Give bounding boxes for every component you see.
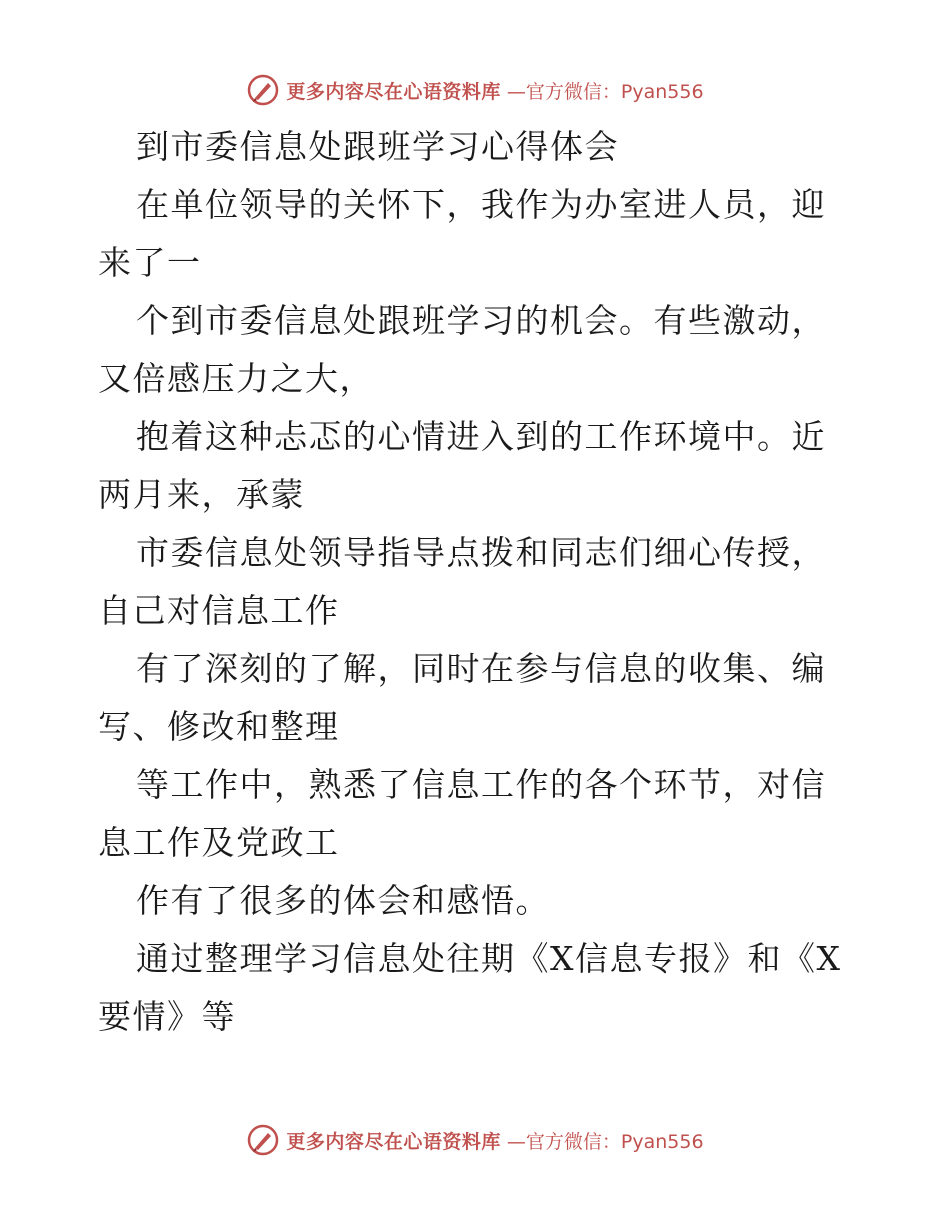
document-body bbox=[98, 118, 858, 1046]
footer-banner bbox=[0, 1120, 950, 1160]
paragraph: 抱着这种忐忑的心情进入到的工作环境中。近两月来，承蒙 bbox=[98, 417, 826, 514]
document-title: 到市委信息处跟班学习心得体会 bbox=[136, 127, 619, 166]
paragraph: 通过整理学习信息处往期《X信息专报》和《X要情》等 bbox=[98, 939, 842, 1036]
paragraph: 市委信息处领导指导点拨和同志们细心传授，自己对信息工作 bbox=[98, 533, 826, 630]
paragraph: 等工作中，熟悉了信息工作的各个环节，对信息工作及党政工 bbox=[98, 765, 826, 862]
banner-wechat-text: —官方微信：Pyan556 bbox=[506, 80, 704, 103]
paragraph: 个到市委信息处跟班学习的机会。有些激动，又倍感压力之大， bbox=[98, 301, 826, 398]
paragraph: 在单位领导的关怀下，我作为办室进人员，迎来了一 bbox=[98, 185, 826, 282]
paragraph: 有了深刻的了解，同时在参与信息的收集、编写、修改和整理 bbox=[98, 649, 826, 746]
header-banner bbox=[0, 70, 950, 110]
banner-wechat-text: —官方微信：Pyan556 bbox=[506, 1130, 704, 1153]
paragraph: 作有了很多的体会和感悟。 bbox=[136, 881, 550, 920]
banner-brand-text: 更多内容尽在心语资料库 bbox=[286, 80, 501, 103]
pen-logo-icon bbox=[246, 1123, 280, 1157]
pen-logo-icon bbox=[246, 73, 280, 107]
banner-brand-text: 更多内容尽在心语资料库 bbox=[286, 1130, 501, 1153]
